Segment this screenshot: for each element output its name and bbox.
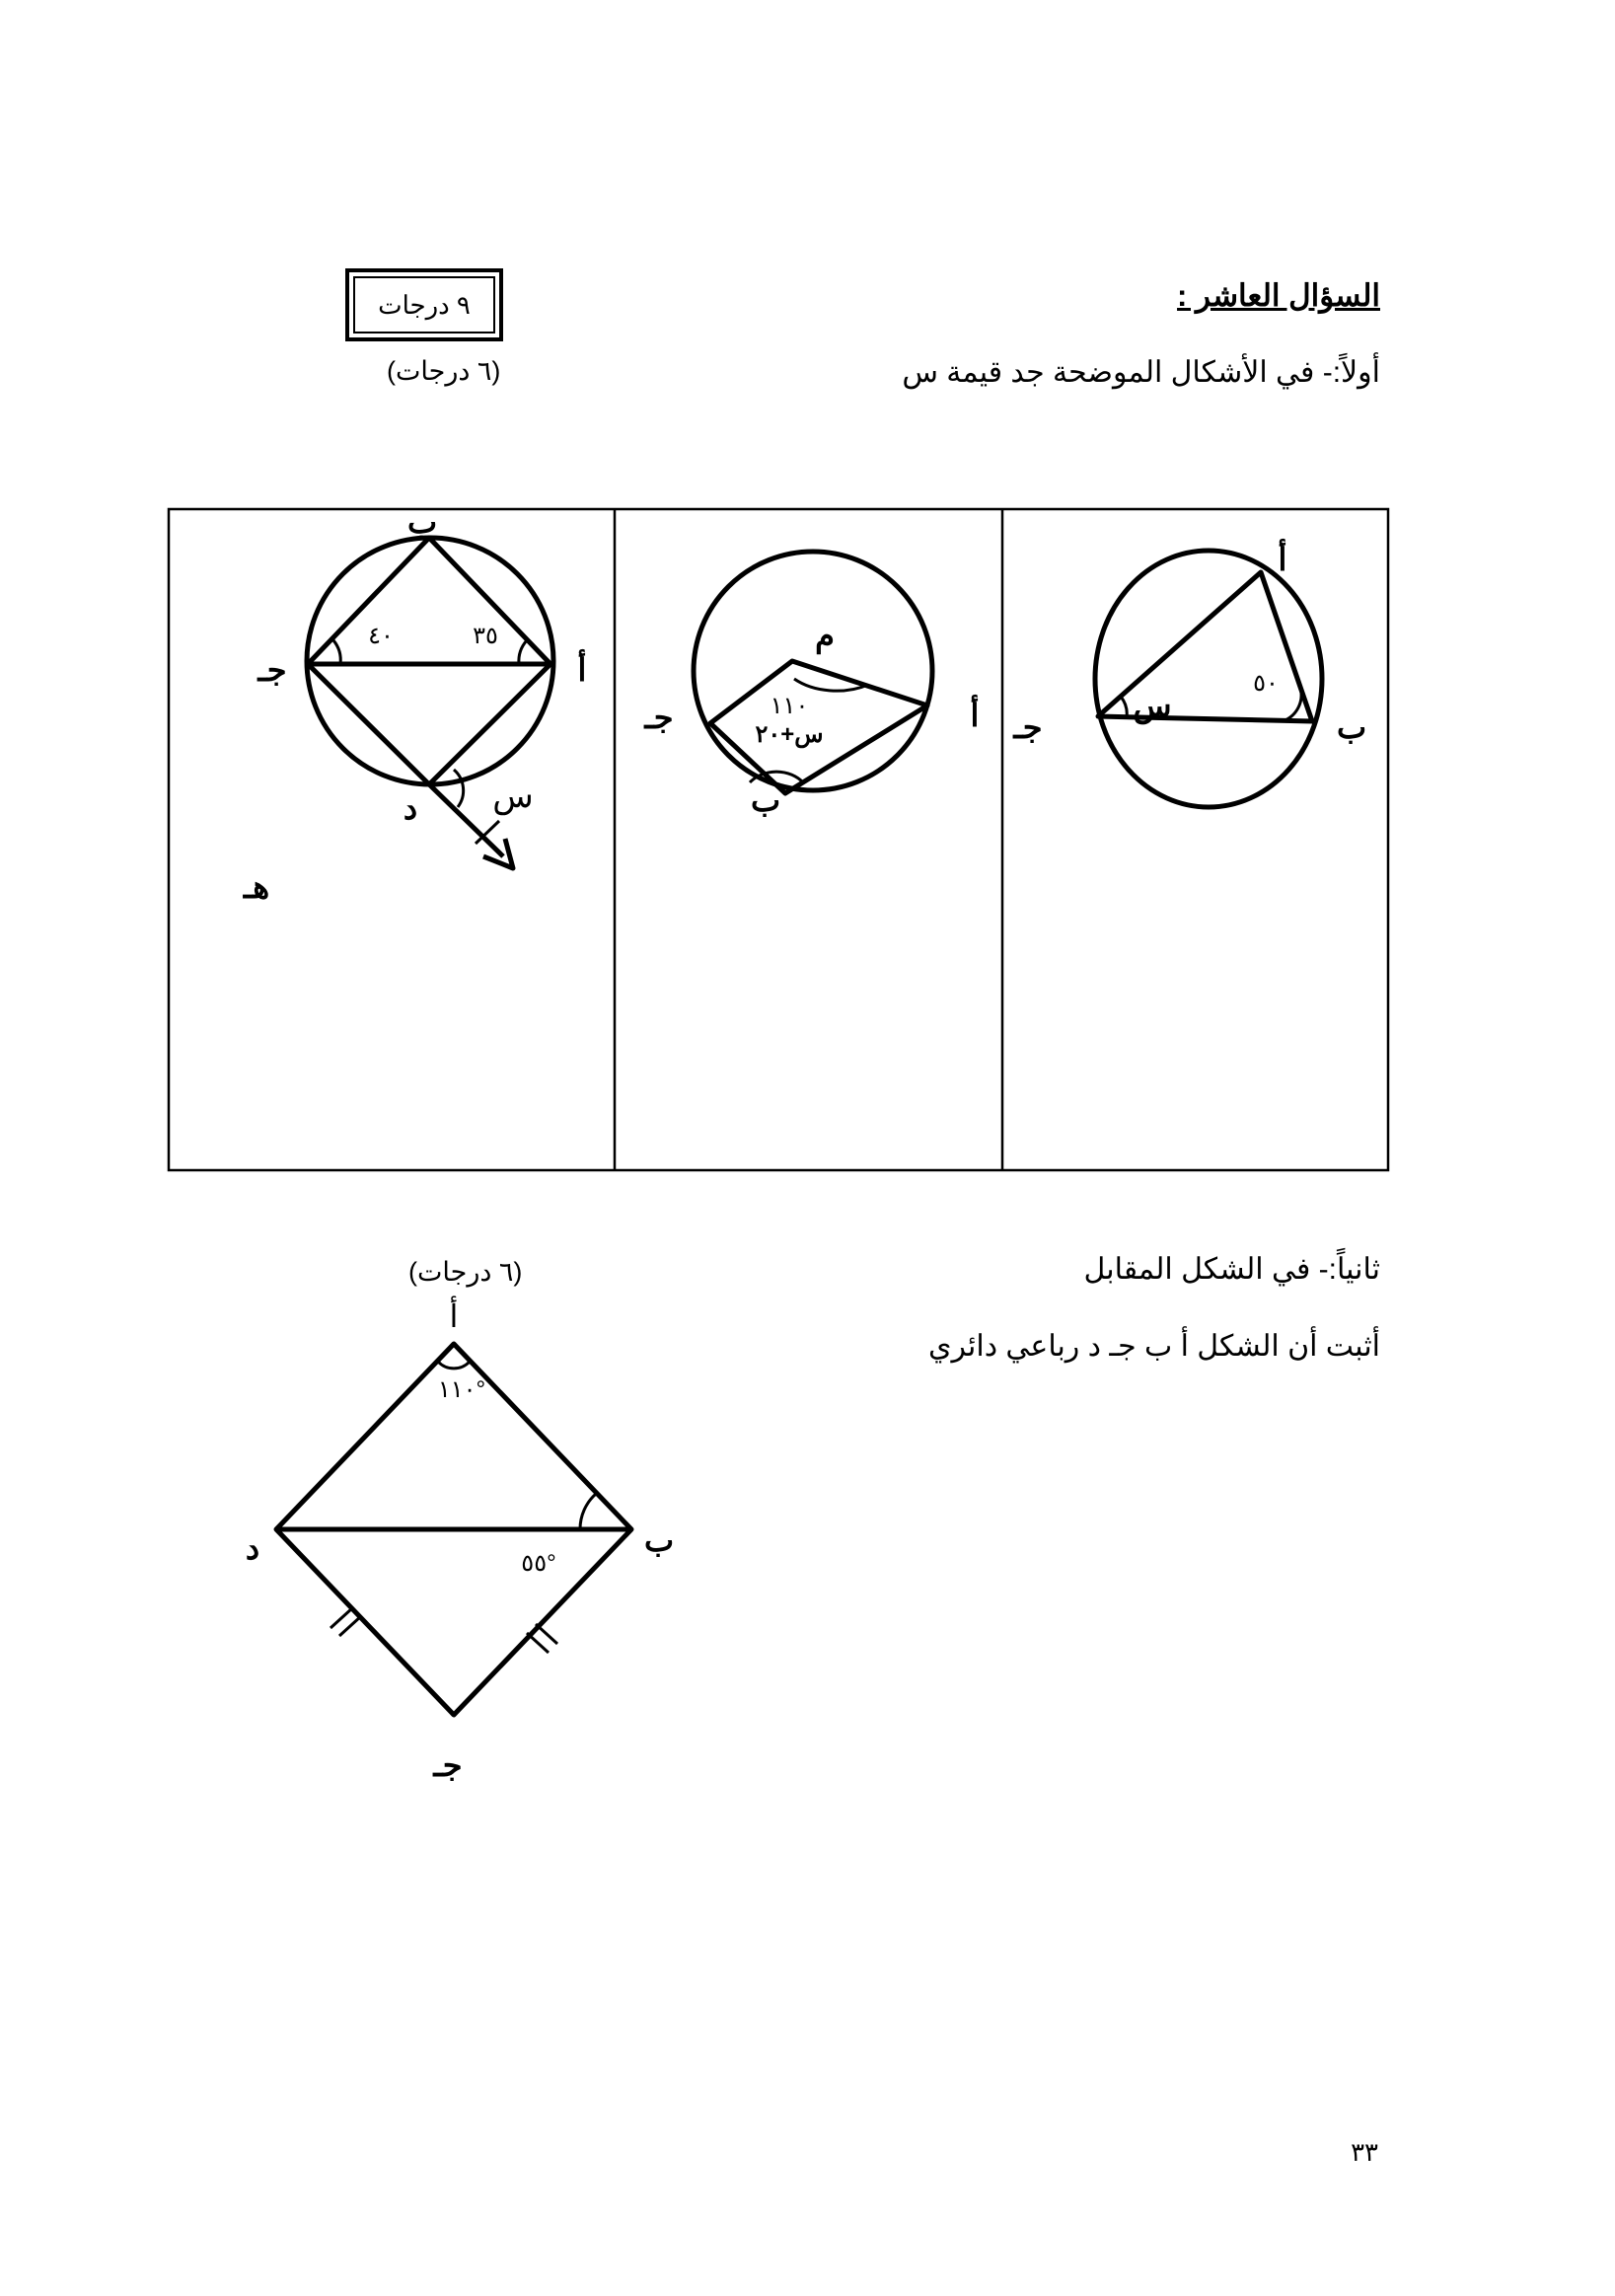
figure-2-circle [694, 552, 932, 790]
figure-3-angle-right: ٣٥ [473, 623, 498, 649]
question-title: السؤال العاشر : [1177, 278, 1380, 313]
figure-3-angle-x-arc [454, 770, 464, 807]
figure-1-angle-x-arc [1121, 697, 1127, 717]
figure-1-circle [1095, 551, 1322, 807]
part1-instruction: أولاً:- في الأشكال الموضحة جد قيمة س [902, 356, 1380, 389]
figure-3-angle-j-arc [333, 640, 340, 664]
part2-label-a: أ [449, 1298, 459, 1334]
figure-1-labels [1012, 538, 1366, 745]
part2-angle-a-arc [438, 1362, 470, 1369]
figure-1-angle-b-arc [1283, 688, 1301, 721]
page-number: ٣٣ [1351, 2137, 1378, 2167]
figure-1-label-a: أ [1278, 542, 1287, 577]
marks-total: ٩ درجات [378, 289, 471, 320]
figure-3 [307, 538, 553, 868]
figure-3-labels [243, 504, 587, 905]
figure-2-angle-b-arc [750, 772, 803, 782]
figure-2-label-j: جـ [644, 700, 674, 735]
part2-tick-bj [527, 1624, 557, 1653]
part2-angle-b-arc [580, 1494, 596, 1529]
figures-table [169, 509, 1388, 1170]
figure-3-label-d: د [403, 790, 418, 826]
figure-1-triangle [1098, 572, 1312, 721]
part2-angle-b: ٥٥° [521, 1550, 556, 1577]
figure-1-label-j: جـ [1013, 709, 1043, 745]
figure-3-angle-a-arc [519, 640, 527, 664]
figure-2-label-b: ب [750, 782, 781, 818]
figure-3-label-x: س [492, 778, 534, 815]
part2-label-b: ب [643, 1522, 675, 1558]
part2-label-d: د [245, 1530, 260, 1566]
part2-label-j: جـ [433, 1747, 463, 1783]
part1-marks: (٦ درجات) [387, 356, 501, 386]
figure-2-angle-b: س+٢٠ [755, 721, 824, 748]
figure-3-label-h: هـ [243, 869, 270, 905]
figure-3-label-b: ب [406, 504, 438, 540]
part2-marks: (٦ درجات) [408, 1257, 523, 1287]
figure-2-label-a: أ [970, 698, 980, 733]
figure-1-label-b: ب [1336, 709, 1367, 745]
figure-3-label-a: أ [577, 652, 587, 688]
figure-2 [694, 552, 932, 793]
figure-3-circle [307, 538, 553, 784]
part2-heading: ثانياً:- في الشكل المقابل [1083, 1253, 1380, 1286]
figure-3-label-j: جـ [257, 652, 287, 688]
part2-instruction: أثبت أن الشكل أ ب جـ د رباعي دائري [928, 1330, 1380, 1363]
figure-2-angle-center: ١١٠ [770, 693, 809, 719]
figure-1 [1095, 551, 1322, 807]
figure-1-angle: ٥٠ [1253, 670, 1279, 697]
figure-3-angle-left: ٤٠ [368, 623, 394, 649]
part2-angle-a: ١١٠° [437, 1376, 486, 1403]
figure-1-label-x: س [1133, 688, 1172, 723]
figure-2-label-m: م [815, 618, 835, 653]
